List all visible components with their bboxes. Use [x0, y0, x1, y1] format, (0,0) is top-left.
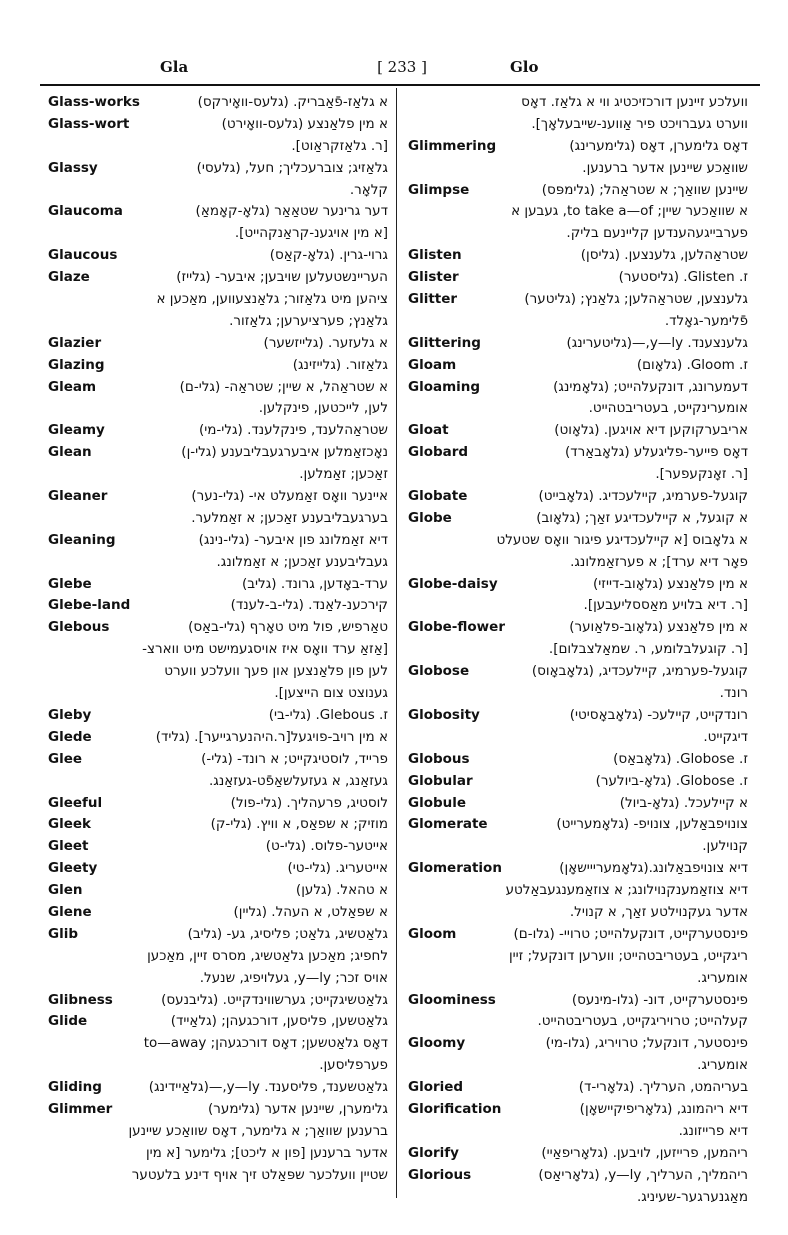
dictionary-line	[408, 552, 748, 574]
definition-text: רונד.	[719, 685, 748, 702]
definition-text: א גלאָבוס [א קיילעכדיגע פיגור וואָס שטעלט	[496, 531, 748, 548]
definition-text: פאָר דיא ערד]; א פערזאַמלונג.	[570, 553, 748, 570]
headword: Glebe	[48, 575, 92, 592]
dictionary-line	[408, 990, 748, 1012]
definition-text: לען פון פלאַנצען און פעך וועלכע ווערט	[164, 663, 388, 680]
dictionary-line	[48, 245, 388, 267]
headword: Glomerate	[408, 816, 488, 833]
dictionary-line	[48, 1011, 388, 1033]
definition-text: דיא צוזאַמענקנוילונג; א צוזאַמענגעבאַלטע	[505, 882, 748, 899]
definition-text: דיא זאַמלונג פון איבער- (גלי-נינג)	[198, 531, 388, 548]
definition-text: מאַגנערגער-שעיניג.	[636, 1188, 748, 1205]
headword: Glaucous	[48, 247, 118, 264]
definition-text: לחפיג; מאַכען גלאַטשיג, מסרס זיין, מאַכען	[147, 947, 388, 964]
dictionary-line	[408, 1033, 748, 1055]
headword: Glorify	[408, 1144, 459, 1161]
definition-text: ז. Gloom. (גלאָום)	[636, 356, 748, 373]
definition-text: א מין פלאַנצע (גלאָוב-פלאַוער)	[569, 619, 748, 636]
headword: Gleaner	[48, 488, 108, 505]
definition-text: אייטער-פלוס. (גלי-ט)	[265, 838, 388, 855]
definition-text: גלימערן, שיינען אדער (גלימער)	[208, 1100, 388, 1117]
definition-text: א טהאל. (גלען)	[295, 882, 388, 899]
definition-text: ז. Glisten. (גליסטער)	[618, 269, 748, 286]
definition-text: גלאַטשענד, פליסענד. y—ly,—(גלאַיידינג)	[148, 1079, 388, 1096]
dictionary-line	[408, 946, 748, 968]
headword: Globose	[408, 663, 470, 680]
dictionary-line	[48, 333, 388, 355]
right-column	[408, 92, 748, 1208]
headword: Globe-flower	[408, 619, 505, 636]
dictionary-line	[408, 1099, 748, 1121]
definition-text: אריבערקוקען דיא אויגען. (גלאָוט)	[554, 422, 748, 439]
dictionary-line	[48, 486, 388, 508]
headword: Glean	[48, 444, 92, 461]
dictionary-line	[48, 1055, 388, 1077]
header-right-guide-word: Glo	[510, 58, 539, 76]
definition-text: דיא פרייזונג.	[678, 1122, 748, 1139]
definition-text: א קיילעכל. (גלאָ-ביול)	[619, 794, 748, 811]
definition-text: קירכענ-לאַנד. (גלי-ב-לענד)	[230, 597, 388, 614]
definition-text: דאָס פייער-פליגעלע (גלאָבאַרד)	[564, 444, 748, 461]
dictionary-line	[408, 486, 748, 508]
dictionary-line	[408, 1077, 748, 1099]
dictionary-line	[408, 530, 748, 552]
dictionary-line	[48, 836, 388, 858]
definition-text: ז. Globose. (גלאָבאַס)	[613, 750, 748, 767]
running-header	[40, 58, 760, 84]
dictionary-line	[408, 1055, 748, 1077]
dictionary-line	[408, 902, 748, 924]
definition-text: דער גרינער שטאַאַר (גלאָ-קאָמאַ)	[195, 203, 388, 220]
headword: Glomeration	[408, 860, 502, 877]
dictionary-line	[408, 595, 748, 617]
dictionary-line	[408, 1187, 748, 1209]
headword: Globosity	[408, 706, 480, 723]
definition-text: פערפליסען.	[319, 1057, 388, 1074]
headword: Glib	[48, 925, 78, 942]
definition-text: מוזיק; א שפאַס, א וויץ. (גלי-ק)	[210, 816, 388, 833]
definition-text: ז. Globose. (גלאָ-ביולער)	[595, 772, 748, 789]
dictionary-line	[48, 267, 388, 289]
dictionary-line	[408, 398, 748, 420]
definition-text: [ר. דיא בלויע מאַססליעבען].	[583, 597, 748, 614]
dictionary-line	[48, 814, 388, 836]
dictionary-line	[48, 924, 388, 946]
headword: Globe-daisy	[408, 575, 498, 592]
dictionary-line	[408, 814, 748, 836]
dictionary-line	[408, 1165, 748, 1187]
dictionary-line	[48, 968, 388, 990]
definition-text: אויס זכר; y—ly, געלויפיג, שנעל.	[199, 969, 388, 986]
definition-text: אומעריג.	[697, 969, 748, 986]
headword: Gloaming	[408, 378, 481, 395]
dictionary-line	[48, 771, 388, 793]
dictionary-line	[408, 1011, 748, 1033]
definition-text: גלענצען, שטראַהלען; גלאַנץ; (גליטער)	[524, 291, 748, 308]
dictionary-line	[408, 420, 748, 442]
headword: Glorification	[408, 1100, 502, 1117]
headword: Globous	[408, 750, 470, 767]
headword: Gleet	[48, 838, 89, 855]
dictionary-line	[408, 442, 748, 464]
dictionary-line	[48, 858, 388, 880]
dictionary-line	[408, 727, 748, 749]
column-divider	[396, 88, 397, 1198]
headword: Glimmer	[48, 1100, 113, 1117]
definition-text: בערגעבליבענע זאַכען; א זאַמלער.	[191, 509, 388, 526]
dictionary-line	[408, 793, 748, 815]
definition-text: גלאַזיג; צוברעכליך; חעל, (גלעסי)	[196, 159, 388, 176]
definition-text: געבליבענע זאַכען; א זאַמלונג.	[216, 553, 388, 570]
definition-text: שוואַכע שיינען אדער ברענען.	[582, 159, 748, 176]
definition-text: א מין פלאַנצע (גלאָוב-דייזי)	[592, 575, 748, 592]
dictionary-line	[48, 530, 388, 552]
definition-text: דיא צונויפבאַלונג.(גלאָמערייישאָן)	[559, 860, 748, 877]
dictionary-line	[408, 180, 748, 202]
headword: Gleaning	[48, 531, 116, 548]
headword: Globular	[408, 772, 473, 789]
dictionary-line	[408, 1143, 748, 1165]
definition-text: גרוי-גרין. (גלאָ-קאַס)	[269, 247, 388, 264]
headword: Glass-works	[48, 94, 140, 110]
definition-text: [א מין אויגענ-קראַנקהייט].	[234, 225, 388, 242]
dictionary-line	[48, 705, 388, 727]
dictionary-line	[408, 136, 748, 158]
definition-text: ריהמען, פרייזען, לויבען. (גלאָריפאַיי)	[541, 1144, 748, 1161]
dictionary-line	[48, 552, 388, 574]
definition-text: דאָס גלאַטשען; דאָס דורכגעהן; to—away	[143, 1035, 388, 1052]
definition-text: העריינשטעלען שויבען; איבער- (גלייז)	[176, 269, 388, 286]
dictionary-line	[408, 1121, 748, 1143]
dictionary-line	[408, 508, 748, 530]
headword: Glassy	[48, 159, 98, 176]
dictionary-line	[48, 442, 388, 464]
dictionary-line	[48, 793, 388, 815]
dictionary-line	[48, 136, 388, 158]
definition-text: א גלעזער. (גלייזשער)	[263, 334, 388, 351]
dictionary-line	[408, 333, 748, 355]
headword: Gloat	[408, 422, 449, 439]
headword: Glene	[48, 903, 92, 920]
headword: Glaze	[48, 269, 90, 286]
definition-text: א שטראַהל, א שיין; שטראַה- (גלי-ם)	[179, 378, 388, 395]
header-rule	[40, 84, 760, 86]
definition-text: א שפּאַלט, א העהל. (גליין)	[233, 903, 388, 920]
headword: Gleek	[48, 816, 91, 833]
dictionary-line	[48, 464, 388, 486]
dictionary-line	[408, 749, 748, 771]
dictionary-line	[48, 355, 388, 377]
definition-text: איינער וואָס זאַמעלט אי- (גלי-נער)	[191, 488, 388, 505]
definition-text: שטראַהלען, גלענצען. (גליסן)	[580, 247, 748, 264]
definition-text: גלאַזור. (גלייזינג)	[292, 356, 388, 373]
dictionary-line	[48, 508, 388, 530]
dictionary-line	[48, 661, 388, 683]
headword: Glebe-land	[48, 597, 131, 614]
dictionary-line	[408, 355, 748, 377]
definition-text: פערבייגעהענדען קליינעם בליק.	[566, 225, 748, 242]
dictionary-line	[408, 705, 748, 727]
dictionary-line	[408, 683, 748, 705]
definition-text: א שוואַכער שיין; to take a—of, געבען א	[511, 203, 748, 220]
headword: Glimpse	[408, 181, 470, 198]
definition-text: אדער געקנוילטע זאַך, א קנויל.	[569, 903, 748, 920]
headword: Glitter	[408, 291, 458, 308]
dictionary-line	[48, 311, 388, 333]
definition-text: ערד-באָדען, גרונד. (גליב)	[241, 575, 388, 592]
dictionary-line	[48, 727, 388, 749]
definition-text: אדער ברענען [פון א ליכט]; גלימער [א מין	[145, 1144, 388, 1161]
dictionary-line	[48, 1143, 388, 1165]
headword: Glass-wort	[48, 115, 130, 132]
dictionary-line	[408, 617, 748, 639]
dictionary-line	[48, 398, 388, 420]
dictionary-line	[48, 990, 388, 1012]
definition-text: פינסטערקייט, דונ- (גלו-מינעס)	[571, 991, 748, 1008]
dictionary-line	[48, 223, 388, 245]
header-left-guide-word: Gla	[160, 58, 189, 76]
dictionary-line	[48, 1077, 388, 1099]
definition-text: גלאַטשיג, גלאַט; פליסיג, גע- (גליב)	[187, 925, 388, 942]
headword: Globe	[408, 509, 452, 526]
dictionary-line	[408, 968, 748, 990]
headword: Gleety	[48, 860, 98, 877]
dictionary-line	[48, 114, 388, 136]
headword: Gloom	[408, 925, 457, 942]
dictionary-line	[48, 289, 388, 311]
headword: Glimmering	[408, 137, 497, 154]
definition-text: שטיין וועלכער שפּאַלט זיך אויף דינע בלעטער	[131, 1166, 388, 1183]
headword: Gleamy	[48, 422, 105, 439]
dictionary-line	[48, 1121, 388, 1143]
dictionary-line	[408, 858, 748, 880]
definition-text: גלאַטשען, פליסען, דורכגעהן; (גלאַייד)	[170, 1013, 388, 1030]
definition-text: גלאַטשיגקייט; גערשווינדקייט. (גליבנעס)	[161, 991, 388, 1008]
definition-text: קוגעל-פערמיג, קיילעכדיג, (גלאָבאָוס)	[531, 663, 748, 680]
headword: Gloomy	[408, 1035, 466, 1052]
definition-text: גלאַנץ; פערציערען; גלאַזור.	[229, 312, 388, 329]
dictionary-line	[408, 464, 748, 486]
definition-text: געזאַנג, א געזעלשאַפֿט-געזאַנג.	[208, 772, 388, 789]
definition-text: א מין פלאַנצע (גלעס-וואָירט)	[221, 115, 388, 132]
dictionary-line	[48, 158, 388, 180]
headword: Glittering	[408, 334, 481, 351]
dictionary-line	[48, 946, 388, 968]
dictionary-line	[48, 902, 388, 924]
definition-text: צונויפבאַלען, צונויפ- (גלאָמערייט)	[556, 816, 748, 833]
headword: Glorious	[408, 1166, 472, 1183]
dictionary-line	[48, 617, 388, 639]
dictionary-line	[48, 1033, 388, 1055]
dictionary-line	[408, 377, 748, 399]
headword: Globule	[408, 794, 467, 811]
left-column	[48, 92, 388, 1187]
definition-text: וועלכע זיינען דורכזיכטיג ווי א גלאַז. דאָס	[521, 94, 748, 110]
definition-text: פינסטער, דונקעל; טרויריג, (גלו-מי)	[545, 1035, 748, 1052]
definition-text: דיגקייט.	[703, 728, 748, 745]
definition-text: א גלאַז-פֿאַבריק. (גלעס-וואָירקס)	[197, 94, 388, 110]
headword: Glide	[48, 1013, 88, 1030]
dictionary-line	[48, 683, 388, 705]
dictionary-line	[48, 180, 388, 202]
definition-text: פֿלימער-גאָלד.	[664, 312, 748, 329]
definition-text: דעמערונג, דונקעלהייט; (גלאָמינג)	[553, 378, 748, 395]
definition-text: [ר. גלאַזקראַוט].	[291, 137, 388, 154]
dictionary-line	[48, 420, 388, 442]
definition-text: גענוצט צום הייצען].	[274, 685, 388, 702]
dictionary-line	[48, 574, 388, 596]
definition-text: פרייד, לוסטיגקייט; א רונד- (גלי-)	[201, 750, 388, 767]
definition-text: בעריהמט, הערליך. (גלאָרי-ד)	[578, 1079, 748, 1096]
definition-text: נאָכזאַמלען איבערגעבליבענע (גלי-ן)	[181, 444, 388, 461]
dictionary-line	[408, 245, 748, 267]
definition-text: א קוגעל, א קיילעכדיגע זאַך; (גלאָוב)	[536, 509, 748, 526]
dictionary-line	[48, 880, 388, 902]
page-number: [ 233 ]	[377, 58, 427, 76]
headword: Glede	[48, 728, 92, 745]
headword: Glen	[48, 882, 83, 899]
dictionary-line	[48, 749, 388, 771]
definition-text: שיינען שוואַך; א שטראַהל; (גלימפּס)	[541, 181, 748, 198]
definition-text: דאָס גלימערן, דאָס (גלימערינג)	[569, 137, 748, 154]
definition-text: קוגעל-פערמיג, קיילעכדיג. (גלאָבייט)	[538, 488, 748, 505]
dictionary-line	[48, 639, 388, 661]
headword: Gloried	[408, 1079, 464, 1096]
definition-text: לוסטיג, פרעהליך. (גלי-פול)	[230, 794, 388, 811]
definition-text: קעלהייט; טרויריגקייט, בעטריבטהייט.	[537, 1013, 748, 1030]
dictionary-line	[48, 1099, 388, 1121]
definition-text: לען, לייכטען, פינקלען.	[258, 400, 388, 417]
dictionary-line	[408, 639, 748, 661]
dictionary-line	[48, 201, 388, 223]
headword: Glister	[408, 269, 459, 286]
definition-text: זאַכען; זאַמלען.	[299, 466, 388, 483]
definition-text: ז. Glebous. (גלי-בי)	[268, 706, 388, 723]
definition-text: אייטעריג. (גלי-טי)	[287, 860, 388, 877]
definition-text: רונדקייט, קיילעכ- (גלאָבאָסיטי)	[569, 706, 748, 723]
headword: Globard	[408, 444, 469, 461]
dictionary-line	[48, 1165, 388, 1187]
headword: Glee	[48, 750, 83, 767]
definition-text: ווערט געברויכט פיר אַווענ-שייבעלאָך].	[531, 115, 748, 132]
dictionary-line	[408, 158, 748, 180]
headword: Gloam	[408, 356, 457, 373]
dictionary-line	[408, 836, 748, 858]
definition-text: אומערינקייט, בעטריבטהייט.	[588, 400, 748, 417]
dictionary-line	[48, 377, 388, 399]
dictionary-line	[408, 574, 748, 596]
headword: Globate	[408, 488, 468, 505]
headword: Glisten	[408, 247, 462, 264]
headword: Gloominess	[408, 991, 496, 1008]
definition-text: ברענען שוואַך; א גלימער, דאָס שוואַכע שיינען	[128, 1122, 388, 1139]
definition-text: [אַזאַ ערד וואָס איז אויסגעמישט מיט ווארצ-	[142, 641, 388, 658]
dictionary-line	[408, 201, 748, 223]
definition-text: גלענצענד. y—ly,—(גליטערינג)	[566, 334, 748, 351]
definition-text: קלאָר.	[349, 181, 388, 198]
definition-text: ציהען מיט גלאַזור; גלאַנצעווען, מאַכען א	[156, 291, 388, 308]
headword: Glaucoma	[48, 203, 123, 220]
headword: Glibness	[48, 991, 113, 1008]
dictionary-line	[408, 114, 748, 136]
dictionary-line	[408, 924, 748, 946]
definition-text: קנוילען.	[702, 838, 748, 855]
dictionary-line	[408, 92, 748, 114]
definition-text: ריהמליך, הערליך, y—ly, (גלאָריאַס)	[538, 1166, 748, 1183]
definition-text: אומעריג.	[697, 1057, 748, 1074]
headword: Gleam	[48, 378, 97, 395]
definition-text: דיא ריהמונג, (גלאָריפיקיישאָן)	[579, 1100, 748, 1117]
dictionary-line	[48, 92, 388, 114]
definition-text: שטראַהלענד, פינקלענד. (גלי-מי)	[198, 422, 388, 439]
dictionary-line	[48, 595, 388, 617]
dictionary-line	[408, 311, 748, 333]
dictionary-line	[408, 771, 748, 793]
definition-text: [ר. זאָנקעפער].	[655, 466, 748, 483]
dictionary-line	[408, 661, 748, 683]
definition-text: א מין רויב-פויגעל[ר.היהנערגייער]. (גליד)	[155, 728, 388, 745]
headword: Glebous	[48, 619, 110, 636]
definition-text: ריגקייט, בעטריבטהייט; ווערען דונקעל; זיין	[508, 947, 748, 964]
dictionary-line	[408, 267, 748, 289]
definition-text: טאַרפיש, פול מיט טאָרף (גלי-באַס)	[188, 619, 388, 636]
dictionary-line	[408, 880, 748, 902]
definition-text: [ר. קוגעלבלומע, ר. שמאַלצבלום].	[548, 641, 748, 658]
headword: Gliding	[48, 1079, 102, 1096]
headword: Glazing	[48, 356, 105, 373]
headword: Gleby	[48, 706, 92, 723]
definition-text: פינסטערקייט, דונקעלהייט; טרויי- (גלו-ם)	[513, 925, 748, 942]
dictionary-line	[408, 223, 748, 245]
dictionary-line	[408, 289, 748, 311]
headword: Glazier	[48, 334, 102, 351]
headword: Gleeful	[48, 794, 103, 811]
